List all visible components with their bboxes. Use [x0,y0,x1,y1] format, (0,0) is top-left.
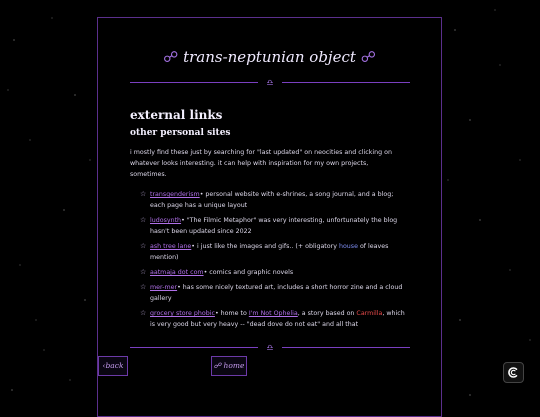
title-symbol-right-icon: ☍ [360,48,376,66]
link-description: • home to [214,310,249,317]
title-symbol-left-icon: ☍ [163,48,179,66]
content-panel [97,17,442,417]
link-description: • comics and graphic novels [203,269,294,276]
c-logo-icon[interactable] [503,362,524,383]
intro-paragraph: i mostly find these just by searching for "last updated" on neocities and clicking on whatever looks interesting. it can help with inspiration for my own projects, sometimes. [130,149,392,178]
links-list [140,189,410,334]
star-bullet-icon: ☆ [140,268,147,276]
back-button[interactable] [98,356,128,376]
link-description: of leaves mention) [150,243,389,261]
top-divider [130,77,410,89]
external-site-link[interactable]: mer-mer [150,284,178,291]
highlighted-text: house [338,243,358,250]
link-description: • i just like the images and gifs.. (+ obligatory [191,243,339,250]
external-site-link[interactable]: ash tree lane [150,243,192,250]
page-heading: external links [130,108,223,122]
link-description: • personal website with e-shrines, a song journal, and a blog; each page has a unique layout [150,191,394,209]
link-description: , which is very good but very heavy -- "dead dove do not eat" and all that [150,310,405,328]
external-site-link[interactable]: ludosynth [150,217,182,224]
list-item [140,241,410,263]
link-description: , a story based on [297,310,357,317]
site-title [98,48,441,66]
divider-ornament-icon: ♎ [266,78,274,87]
list-item [140,267,410,278]
list-item [140,282,410,304]
star-bullet-icon: ☆ [140,283,147,291]
bottom-divider [130,342,410,354]
external-site-link[interactable]: transgenderism [150,191,200,198]
link-description: • "The Filmic Metaphor" was very interesting, unfortunately the blog hasn't been updated since 2022 [150,217,398,235]
external-site-link[interactable]: aatmaja dot com [150,269,204,276]
home-symbol-icon: ☍ [213,361,222,370]
back-chevron-icon: ‹ [102,361,106,370]
star-bullet-icon: ☆ [140,190,147,198]
divider-ornament-icon: ♎ [266,343,274,352]
inline-link[interactable]: I'm Not Ophelia [248,310,298,317]
site-title-text: trans-neptunian object [183,48,356,66]
star-bullet-icon: ☆ [140,309,147,317]
list-item [140,308,410,330]
home-label: home [223,361,245,370]
external-site-link[interactable]: grocery store phobic [150,310,215,317]
back-label: back [105,361,124,370]
star-bullet-icon: ☆ [140,216,147,224]
star-bullet-icon: ☆ [140,242,147,250]
list-item [140,189,410,211]
section-subheading: other personal sites [130,128,231,138]
link-description: • has some nicely textured art, includes a short horror zine and a cloud gallery [150,284,403,302]
home-button[interactable] [211,356,247,376]
highlighted-text: Carmilla [356,310,383,317]
list-item [140,215,410,237]
